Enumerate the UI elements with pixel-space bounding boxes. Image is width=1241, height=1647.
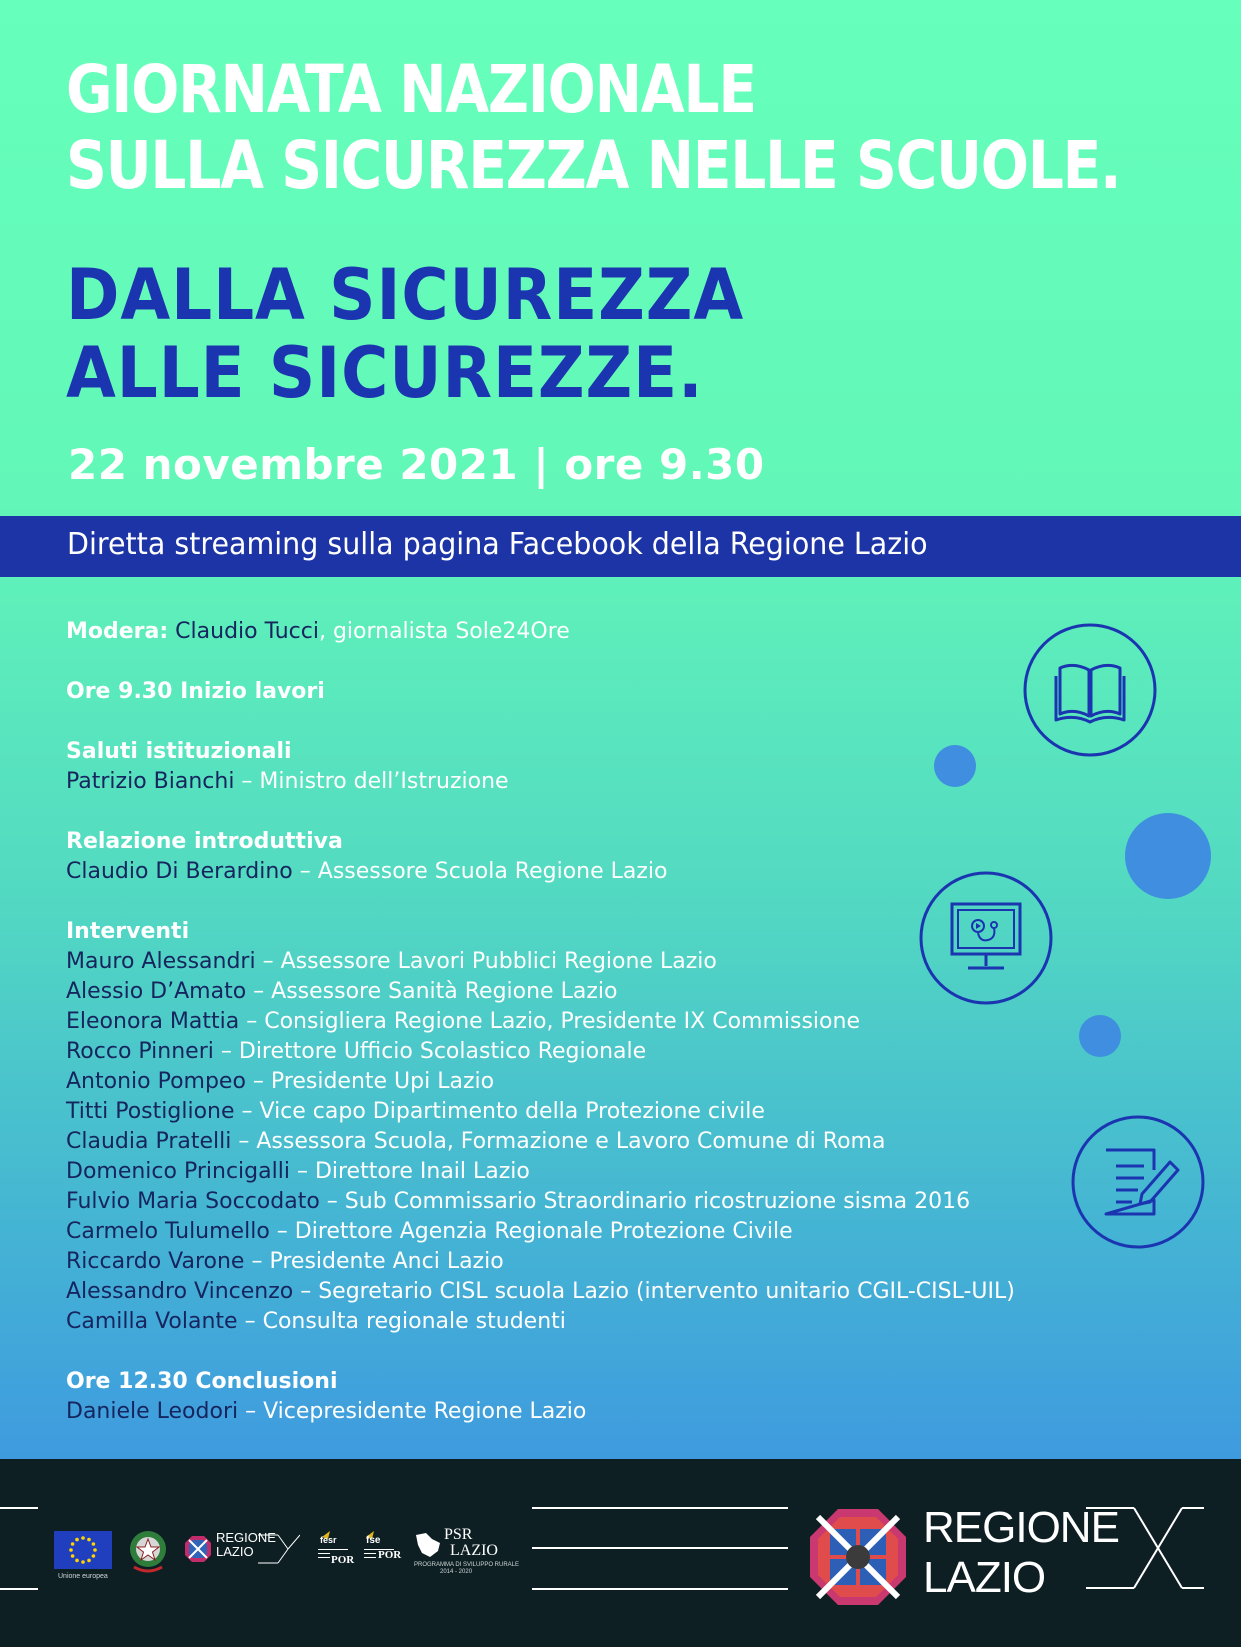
list-item — [66, 947, 1015, 977]
por-fesr-logo-icon — [316, 1527, 350, 1577]
dot-small-1 — [933, 744, 977, 788]
speaker-role: – Direttore Ufficio Scolastico Regionale — [213, 1039, 647, 1064]
speaker-name: Antonio Pompeo — [66, 1069, 246, 1094]
speaker-name: Eleonora Mattia — [66, 1009, 240, 1034]
title-line-1: GIORNATA NAZIONALE — [66, 51, 756, 128]
streaming-banner — [0, 516, 1241, 577]
moderator-role: , giornalista Sole24Ore — [318, 619, 570, 644]
speaker-role: – Direttore Agenzia Regionale Protezione Civile — [269, 1219, 793, 1244]
speaker-name: Carmelo Tulumello — [66, 1219, 270, 1244]
conclusion-label: Ore 12.30 Conclusioni — [66, 1369, 338, 1394]
list-item — [66, 1007, 1015, 1037]
speaker-name: Claudia Pratelli — [66, 1129, 232, 1154]
footer-line — [532, 1507, 788, 1509]
speaker-list — [66, 947, 1015, 1337]
psr-years: 2014 - 2020 — [440, 1569, 473, 1575]
moderator-label: Modera: — [66, 619, 169, 644]
book-icon — [1022, 622, 1158, 758]
list-item — [66, 1187, 1015, 1217]
region-emblem-icon — [808, 1507, 908, 1607]
speeches-label: Interventi — [66, 919, 190, 944]
greetings-label: Saluti istituzionali — [66, 739, 292, 764]
intro-line — [66, 857, 1015, 887]
speaker-role: – Presidente Anci Lazio — [244, 1249, 504, 1274]
subtitle-line-2: ALLE SICUREZZE. — [66, 332, 704, 414]
title-line-2: SULLA SICUREZZA NELLE SCUOLE. — [66, 127, 1121, 204]
speaker-role: – Direttore Inail Lazio — [289, 1159, 530, 1184]
streaming-banner-text: Diretta streaming sulla pagina Facebook della Regione Lazio — [67, 527, 928, 562]
psr-line-2: LAZIO — [450, 1542, 498, 1559]
psr-block — [444, 1527, 498, 1559]
start-label: Ore 9.30 Inizio lavori — [66, 679, 325, 704]
dot-large — [1124, 812, 1212, 900]
list-item — [66, 977, 1015, 1007]
list-item — [66, 1277, 1015, 1307]
intro-label: Relazione introduttiva — [66, 829, 343, 854]
speaker-role: – Sub Commissario Straordinario ricostruzione sisma 2016 — [319, 1189, 971, 1214]
speaker-name: Camilla Volante — [66, 1309, 238, 1334]
greetings-line — [66, 767, 1015, 797]
italian-emblem-icon — [126, 1527, 170, 1577]
speaker-name: Alessio D’Amato — [66, 979, 247, 1004]
speaker-role: – Consigliera Regione Lazio, Presidente IX Commissione — [239, 1009, 860, 1034]
speaker-role: – Assessore Sanità Regione Lazio — [246, 979, 618, 1004]
footer — [0, 1459, 1241, 1647]
speaker-name: Titti Postiglione — [66, 1099, 235, 1124]
por-label-2: POR — [378, 1549, 402, 1561]
document-pen-icon — [1070, 1114, 1206, 1250]
speaker-name: Claudio Di Berardino — [66, 859, 293, 884]
speaker-role: – Consulta regionale studenti — [237, 1309, 566, 1334]
psr-line-1: PSR — [444, 1526, 473, 1543]
speaker-role: – Segretario CISL scuola Lazio (intervento unitario CGIL-CISL-UIL) — [293, 1279, 1015, 1304]
footer-line — [0, 1588, 38, 1590]
eu-caption: Unione europea — [58, 1573, 108, 1580]
brand-line-1: REGIONE — [923, 1503, 1119, 1552]
small-region-logo-lines-icon — [258, 1533, 300, 1565]
svg-text:fesr: fesr — [320, 1535, 337, 1545]
svg-text:fse: fse — [366, 1535, 381, 1546]
footer-line — [0, 1507, 38, 1509]
speaker-name: Alessandro Vincenzo — [66, 1279, 294, 1304]
brand-lines-icon — [1086, 1507, 1204, 1593]
conclusion-line — [66, 1397, 1015, 1427]
speaker-role: – Assessora Scuola, Formazione e Lavoro Comune di Roma — [231, 1129, 886, 1154]
moderator-name: Claudio Tucci — [175, 619, 319, 644]
list-item — [66, 1127, 1015, 1157]
speaker-role: – Assessore Scuola Regione Lazio — [292, 859, 668, 884]
small-brand-line-1: REGIONE — [216, 1530, 276, 1545]
psr-map-icon — [412, 1529, 444, 1561]
moderator-line — [66, 617, 1015, 647]
list-item — [66, 1247, 1015, 1277]
program — [66, 617, 1015, 1427]
brand-line-2: LAZIO — [923, 1553, 1046, 1602]
speaker-name: Domenico Princigalli — [66, 1159, 290, 1184]
eu-flag-icon — [54, 1531, 112, 1569]
dot-small-2 — [1078, 1014, 1122, 1058]
monitor-icon — [918, 870, 1054, 1006]
speaker-name: Fulvio Maria Soccodato — [66, 1189, 320, 1214]
small-region-logo-icon — [184, 1535, 212, 1563]
footer-line — [532, 1588, 788, 1590]
list-item — [66, 1097, 1015, 1127]
speaker-name: Mauro Alessandri — [66, 949, 256, 974]
speaker-role: – Ministro dell’Istruzione — [234, 769, 509, 794]
psr-caption: PROGRAMMA DI SVILUPPO RURALE — [414, 1562, 520, 1568]
list-item — [66, 1067, 1015, 1097]
speaker-name: Daniele Leodori — [66, 1399, 239, 1424]
speaker-name: Patrizio Bianchi — [66, 769, 235, 794]
speaker-name: Rocco Pinneri — [66, 1039, 214, 1064]
subtitle-line-1: DALLA SICUREZZA — [66, 254, 745, 336]
speaker-name: Riccardo Varone — [66, 1249, 245, 1274]
list-item — [66, 1307, 1015, 1337]
speaker-role: – Assessore Lavori Pubblici Regione Lazio — [255, 949, 717, 974]
list-item — [66, 1157, 1015, 1187]
speaker-role: – Presidente Upi Lazio — [245, 1069, 495, 1094]
por-label-1: POR — [331, 1554, 355, 1566]
speaker-role: – Vicepresidente Regione Lazio — [238, 1399, 587, 1424]
page-subtitle — [66, 256, 744, 412]
page-title — [66, 52, 1120, 204]
list-item — [66, 1217, 1015, 1247]
speaker-role: – Vice capo Dipartimento della Protezione civile — [234, 1099, 765, 1124]
event-date: 22 novembre 2021 | ore 9.30 — [68, 440, 765, 489]
list-item — [66, 1037, 1015, 1067]
footer-line — [532, 1547, 788, 1549]
small-brand-line-2: LAZIO — [216, 1544, 254, 1559]
